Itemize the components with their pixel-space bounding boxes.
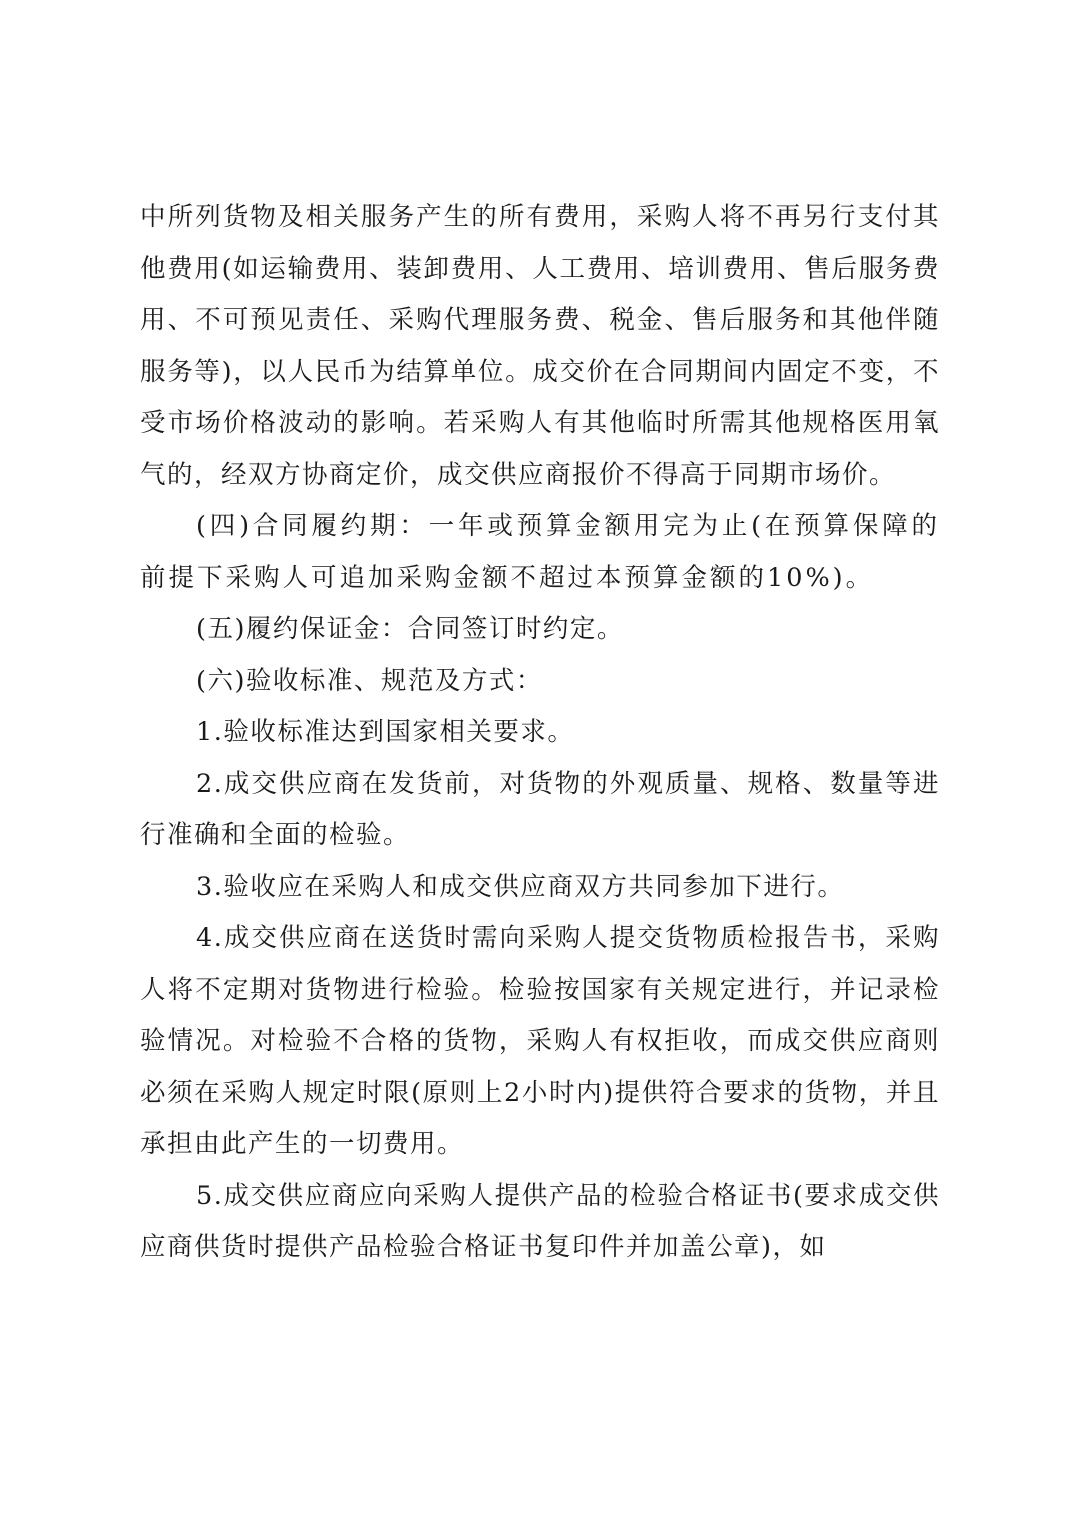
list-item-4: 4.成交供应商在送货时需向采购人提交货物质检报告书，采购人将不定期对货物进行检验。检验按国家有关规定进行，并记录检验情况。对检验不合格的货物，采购人有权拒收，而成交供应商则必须在采购人规定时限(原则上2小时内)提供符合要求的货物，并且承担由此产生的一切费用。 [140,923,940,1159]
paragraph-performance-bond: (五)履约保证金：合同签订时约定。 [196,614,624,644]
document-body [140,192,940,1274]
list-item-1: 1.验收标准达到国家相关要求。 [196,717,575,747]
paragraph-contract-period: (四)合同履约期：一年或预算金额用完为止(在预算保障的前提下采购人可追加采购金额不超过本预算金额的10%)。 [140,511,940,593]
paragraph-acceptance-heading: (六)验收标准、规范及方式： [196,665,543,696]
paragraph-price-continuation: 中所列货物及相关服务产生的所有费用，采购人将不再另行支付其他费用(如运输费用、装卸费用、人工费用、培训费用、售后服务费用、不可预见责任、采购代理服务费、税金、售后服务和其他伴随服务等)，以人民币为结算单位。成交价在合同期间内固定不变，不受市场价格波动的影响。若采购人有其他临时所需其他规格医用氧气的，经双方协商定价，成交供应商报价不得高于同期市场价。 [140,202,940,490]
list-item-5: 5.成交供应商应向采购人提供产品的检验合格证书(要求成交供应商供货时提供产品检验合格证书复印件并加盖公章)，如 [140,1180,940,1262]
list-item-2: 2.成交供应商在发货前，对货物的外观质量、规格、数量等进行准确和全面的检验。 [140,768,940,850]
list-item-3: 3.验收应在采购人和成交供应商双方共同参加下进行。 [196,871,845,902]
